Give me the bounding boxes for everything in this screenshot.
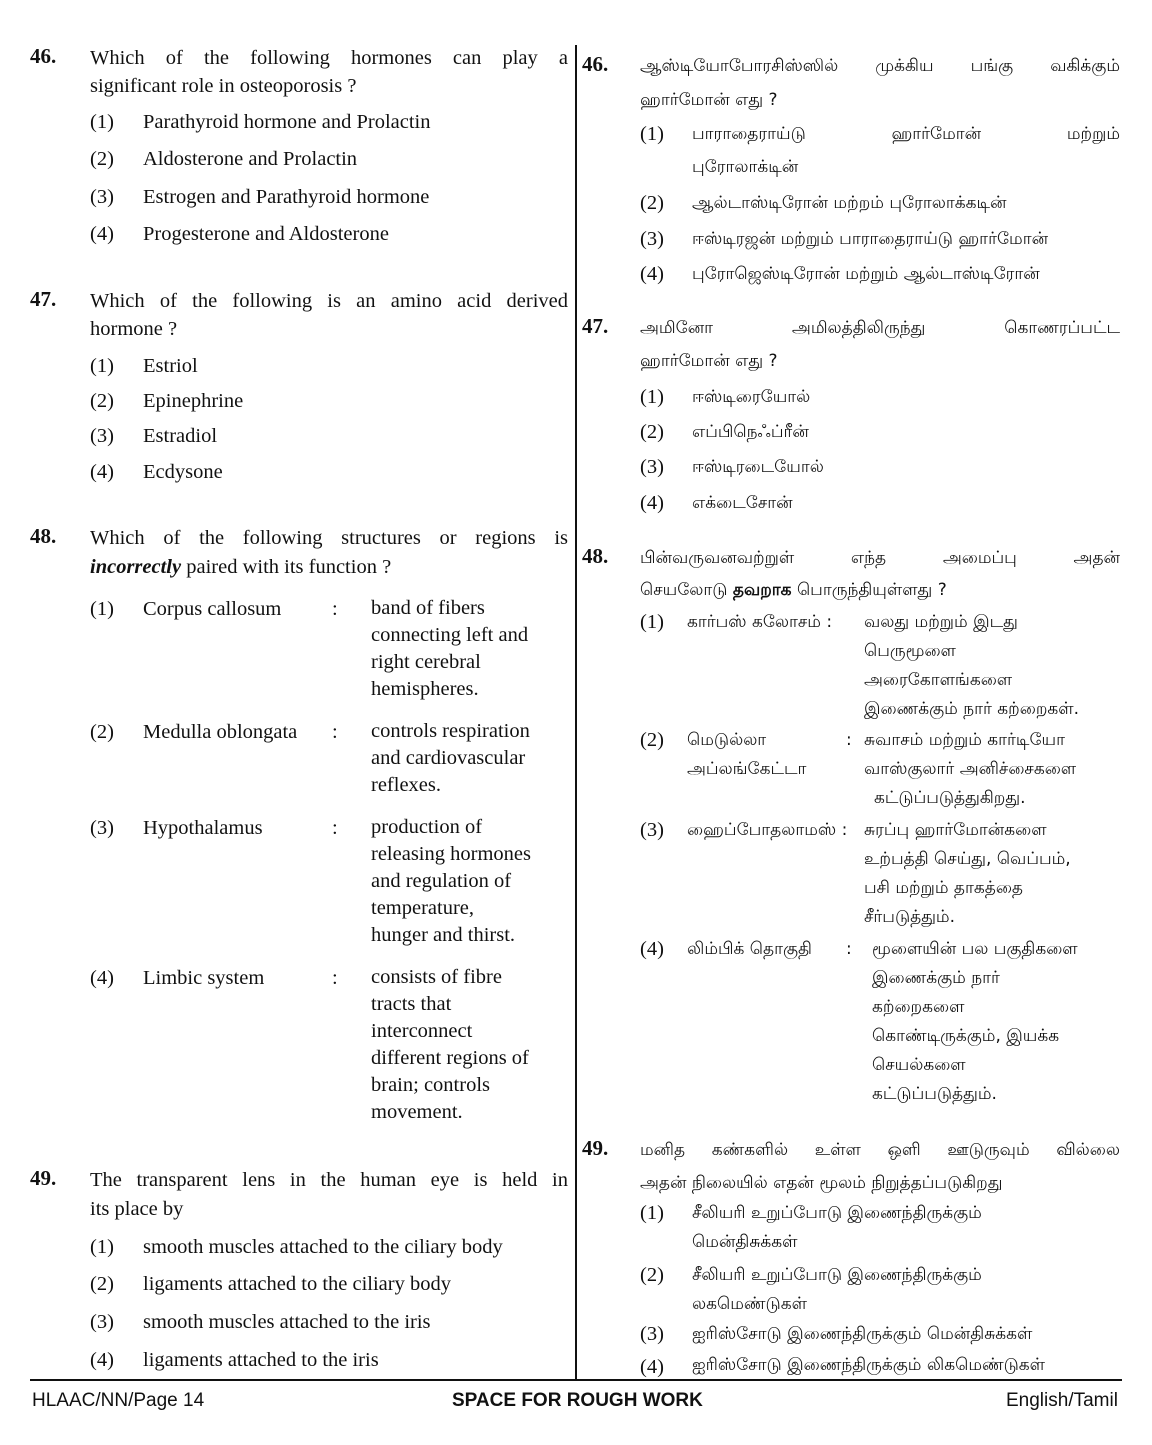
option-number: (1) [640,611,664,633]
question-text: The transparent lens in the human eye is held in [90,1169,568,1191]
question-text: significant role in osteoporosis ? [90,75,357,97]
question-number: 46. [30,44,57,68]
question-text: ஆஸ்டியோபோரசிஸ்ஸில் முக்கிய பங்கு வகிக்கும் [640,56,1120,76]
option-number: (1) [90,111,114,133]
option-separator: : [332,721,338,743]
option-number: (1) [90,355,114,377]
option-number: (2) [90,148,114,170]
option-text: ligaments attached to the ciliary body [143,1273,451,1295]
desc-line: கற்றைகளை [872,997,965,1017]
emphasis-text: தவறாக [732,580,792,600]
desc-line: temperature, [371,897,475,919]
question-number: 49. [30,1166,57,1190]
option-text: smooth muscles attached to the iris [143,1311,431,1333]
option-number: (3) [640,228,664,250]
footer-rule [30,1379,1122,1381]
option-number: (2) [640,192,664,214]
option-number: (1) [90,598,114,620]
option-description [371,814,531,949]
option-description [872,935,1078,1109]
question-text: Which of the following is an amino acid derived [90,290,568,312]
option-number: (3) [90,817,114,839]
option-number: (2) [640,1264,664,1286]
desc-line: உற்பத்தி செய்து, வெப்பம், [864,849,1071,869]
desc-line: right cerebral [371,651,481,673]
desc-line: செயல்களை [872,1055,966,1075]
option-separator: : [332,967,338,989]
option-text [692,1199,982,1257]
option-separator: : [846,939,852,959]
column-divider [575,45,577,1380]
desc-line: reflexes. [371,774,441,796]
option-line: மென்திசுக்கள் [692,1232,798,1252]
option-text [692,1261,982,1319]
option-text: ஐரிஸ்சோடு இணைந்திருக்கும் மென்திசுக்கள் [692,1324,1033,1344]
desc-line: மூளையின் பல பகுதிகளை [872,939,1078,959]
desc-line: கொண்டிருக்கும், இயக்க [872,1026,1060,1046]
option-number: (4) [90,461,114,483]
option-separator: : [332,817,338,839]
option-number: (4) [640,938,664,960]
option-term [687,726,806,784]
desc-line: சுவாசம் மற்றும் கார்டியோ [864,730,1065,750]
option-number: (4) [640,492,664,514]
option-text: எக்டைசோன் [692,493,793,513]
question-text: மனித கண்களில் உள்ள ஒளி ஊடுருவும் வில்லை [640,1140,1120,1160]
question-number: 47. [582,314,609,338]
question-text: அமினோ அமிலத்திலிருந்து கொணரப்பட்ட [640,318,1120,338]
question-number: 49. [582,1136,609,1160]
desc-line: அரைகோளங்களை [864,670,1013,690]
desc-line: controls respiration [371,720,530,742]
desc-line: tracts that [371,993,452,1015]
option-number: (3) [640,456,664,478]
desc-line: different regions of [371,1047,529,1069]
option-number: (3) [640,819,664,841]
option-term: Limbic system [143,967,265,989]
question-number: 46. [582,52,609,76]
question-text [640,576,947,605]
option-number: (3) [640,1323,664,1345]
desc-line: releasing hormones [371,843,531,865]
question-text: Which of the following structures or regions is [90,527,568,549]
option-text: பாராதைராய்டு ஹார்மோன் மற்றும் [692,124,1120,144]
question-number: 47. [30,287,57,311]
option-text: Parathyroid hormone and Prolactin [143,111,431,133]
option-text: ஈஸ்டிரஜன் மற்றும் பாராதைராய்டு ஹார்மோன் [692,229,1049,249]
option-text: Progesterone and Aldosterone [143,223,389,245]
option-number: (2) [640,729,664,751]
page-identifier: HLAAC/NN/Page 14 [32,1390,205,1411]
rough-work-label: SPACE FOR ROUGH WORK [452,1390,703,1411]
question-number: 48. [582,544,609,568]
option-text: Ecdysone [143,461,223,483]
option-term: கார்பஸ் கலோசம் : [687,612,833,632]
option-text: ஈஸ்டிரடையோல் [692,457,824,477]
option-number: (2) [640,421,664,443]
question-text: பின்வருவனவற்றுள் எந்த அமைப்பு அதன் [640,548,1120,568]
option-description [864,816,1071,932]
question-text: Which of the following hormones can play a [90,47,568,69]
question-number: 48. [30,524,57,548]
option-text: ligaments attached to the iris [143,1349,379,1371]
desc-line: interconnect [371,1020,473,1042]
option-text: smooth muscles attached to the ciliary body [143,1236,503,1258]
desc-line: கட்டுப்படுத்தும். [872,1084,997,1104]
desc-line: வாஸ்குலார் அனிச்சைகளை [864,759,1077,779]
option-number: (4) [90,223,114,245]
option-separator: : [846,730,852,750]
option-number: (4) [90,1349,114,1371]
desc-line: and regulation of [371,870,512,892]
option-number: (3) [90,186,114,208]
question-text: hormone ? [90,318,178,340]
question-text-post: பொருந்தியுள்ளது ? [791,580,947,600]
option-number: (3) [90,425,114,447]
option-description [371,964,529,1126]
option-number: (4) [90,967,114,989]
desc-line: hunger and thirst. [371,924,516,946]
option-number: (1) [640,1202,664,1224]
option-term: ஹைப்போதலாமஸ் : [687,820,848,840]
question-text: அதன் நிலையில் எதன் மூலம் நிறுத்தப்படுகிறது [640,1173,1003,1193]
option-line: சீலியரி உறுப்போடு இணைந்திருக்கும் [692,1265,982,1285]
language-label: English/Tamil [1006,1390,1118,1411]
option-number: (4) [640,263,664,285]
option-term: லிம்பிக் தொகுதி [687,939,812,959]
option-term: Medulla oblongata [143,721,298,743]
option-text: Epinephrine [143,390,244,412]
option-description [371,595,528,703]
option-text: Aldosterone and Prolactin [143,148,358,170]
option-text: புரோஜெஸ்டிரோன் மற்றும் ஆல்டாஸ்டிரோன் [692,264,1040,284]
option-number: (1) [640,123,664,145]
option-number: (1) [640,386,664,408]
desc-line: brain; controls [371,1074,490,1096]
desc-line: கட்டுப்படுத்துகிறது. [874,788,1026,808]
option-text: புரோலாக்டின் [692,157,799,177]
term-line: அப்லங்கேட்டா [687,759,807,779]
desc-line: band of fibers [371,597,485,619]
option-line: சீலியரி உறுப்போடு இணைந்திருக்கும் [692,1203,982,1223]
desc-line: and cardiovascular [371,747,526,769]
option-text: ஐரிஸ்சோடு இணைந்திருக்கும் லிகமெண்டுகள் [692,1355,1046,1375]
option-text: Estriol [143,355,198,377]
option-number: (3) [90,1311,114,1333]
option-text: Estradiol [143,425,218,447]
desc-line: பசி மற்றும் தாகத்தை [864,878,1023,898]
option-text: எப்பிநெஃப்ரீன் [692,422,809,442]
option-term: Hypothalamus [143,817,263,839]
option-separator: : [332,598,338,620]
option-number: (2) [90,390,114,412]
option-number: (2) [90,1273,114,1295]
option-text: ஆல்டாஸ்டிரோன் மற்றம் புரோலாக்கடின் [692,193,1007,213]
desc-line: வலது மற்றும் இடது [864,612,1018,632]
option-number: (1) [90,1236,114,1258]
option-number: (2) [90,721,114,743]
desc-line: hemispheres. [371,678,479,700]
desc-line: சீர்படுத்தும். [864,907,956,927]
desc-line: movement. [371,1101,463,1123]
desc-line: இணைக்கும் நார் [872,968,1000,988]
desc-line: இணைக்கும் நார் கற்றைகள். [864,699,1080,719]
question-text: ஹார்மோன் எது ? [640,90,778,110]
desc-line: connecting left and [371,624,529,646]
term-line: மெடுல்லா [687,730,767,750]
option-text: Estrogen and Parathyroid hormone [143,186,430,208]
desc-line: consists of fibre [371,966,502,988]
question-text-rest: paired with its function ? [181,556,392,578]
option-number: (4) [640,1356,664,1378]
desc-line: சுரப்பு ஹார்மோன்களை [864,820,1047,840]
option-description [371,718,530,799]
option-term: Corpus callosum [143,598,282,620]
question-text-pre: செயலோடு [640,580,733,600]
option-text: ஈஸ்டிரையோல் [692,387,811,407]
emphasis-text: incorrectly [90,556,182,578]
option-description [864,608,1079,724]
desc-line: பெருமூளை [864,641,956,661]
option-line: லகமெண்டுகள் [692,1294,807,1314]
question-text: ஹார்மோன் எது ? [640,351,778,371]
desc-line: production of [371,816,483,838]
option-description [864,726,1076,813]
question-text [90,553,391,581]
question-text: its place by [90,1198,184,1220]
